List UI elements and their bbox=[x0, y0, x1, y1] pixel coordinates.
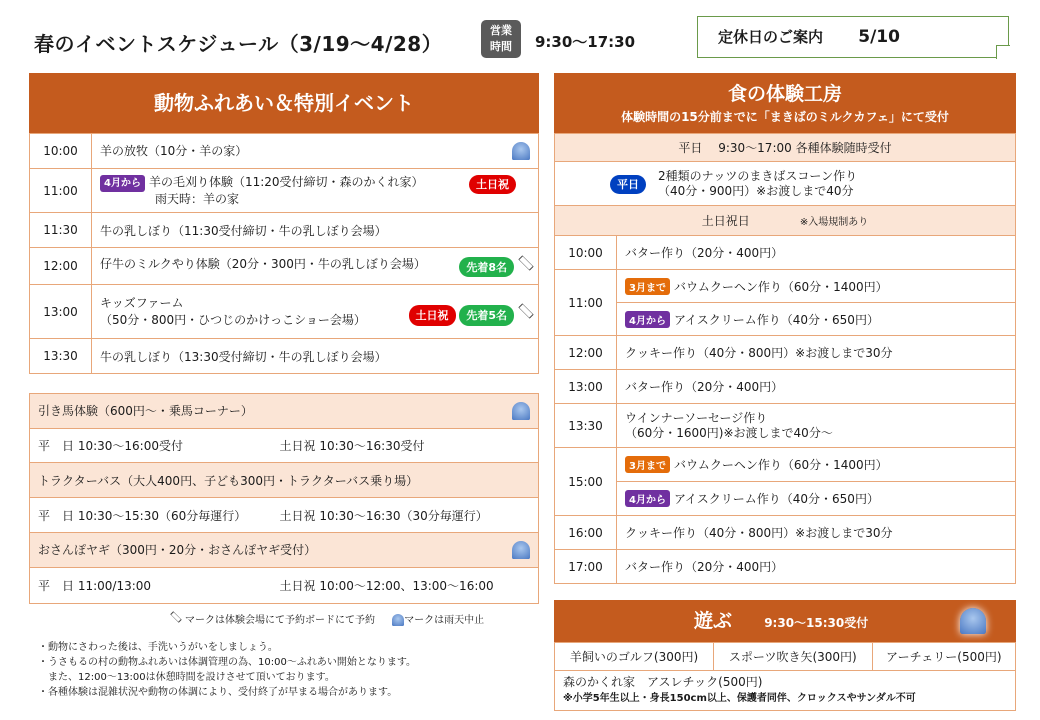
from-april-tag: 4月から bbox=[100, 175, 145, 192]
umbrella-icon bbox=[392, 614, 404, 626]
play-items-row bbox=[555, 643, 1016, 671]
table-row bbox=[30, 248, 539, 285]
time-cell: 13:00 bbox=[30, 285, 92, 339]
play-heading-text: 遊ぶ bbox=[694, 610, 733, 632]
play-section-heading bbox=[554, 600, 1016, 642]
food-section-heading bbox=[554, 73, 1016, 133]
pencil-icon bbox=[518, 303, 533, 318]
table-row bbox=[555, 370, 1016, 404]
event-text: クッキー作り（40分・800円）※お渡しまで30分 bbox=[617, 516, 1016, 550]
event-text: バウムクーヘン作り（60分・1400円） bbox=[673, 458, 888, 472]
note-line: ・うさもるの村の動物ふれあいは体調管理の為、10:00〜ふれあい開始となります。 bbox=[38, 657, 417, 668]
pencil-icon bbox=[170, 611, 181, 622]
page-title: 春のイベントスケジュール（3/19〜4/28） bbox=[34, 32, 443, 56]
weekday-pill: 平日 bbox=[610, 175, 646, 194]
time-cell: 12:00 bbox=[30, 248, 92, 285]
note-line: また、12:00〜13:00は休憩時間を設けさせて頂いております。 bbox=[38, 672, 335, 683]
event-text: 牛の乳しぼり（13:30受付締切・牛の乳しぼり会場） bbox=[92, 339, 539, 374]
event-text: 仔牛のミルクやり体験（20分・300円・牛の乳しぼり会場） bbox=[100, 257, 426, 271]
event-text: クッキー作り（40分・800円）※お渡しまで30分 bbox=[617, 336, 1016, 370]
table-row bbox=[555, 516, 1016, 550]
table-row bbox=[555, 270, 1016, 303]
event-subtext: （60分・1600円)※お渡しまで40分〜 bbox=[625, 425, 833, 440]
event-text: バター作り（20分・400円） bbox=[617, 550, 1016, 584]
event-text: キッズファーム bbox=[100, 295, 184, 310]
time-cell: 11:00 bbox=[555, 270, 617, 336]
umbrella-icon bbox=[512, 541, 530, 559]
table-row bbox=[555, 550, 1016, 584]
weekday-item-detail: （40分・900円）※お渡しまで40分 bbox=[658, 183, 854, 198]
time-cell: 10:00 bbox=[555, 236, 617, 270]
time-cell: 13:30 bbox=[30, 339, 92, 374]
holiday-pill: 土日祝 bbox=[469, 175, 516, 194]
event-text: 牛の乳しぼり（11:30受付締切・牛の乳しぼり会場） bbox=[92, 213, 539, 248]
closed-day-date: 5/10 bbox=[858, 27, 900, 47]
food-schedule-table bbox=[554, 133, 1016, 584]
ride-title-row bbox=[30, 533, 539, 568]
ride-title: おさんぽヤギ（300円・20分・おさんぽヤギ受付） bbox=[38, 543, 317, 557]
table-row bbox=[555, 303, 1016, 336]
weekday-hours: 平 日 11:00/13:00 bbox=[30, 568, 280, 604]
page-fold-icon bbox=[996, 45, 1010, 59]
event-subtext: （50分・800円・ひつじのかけっこショー会場） bbox=[100, 312, 366, 327]
table-row bbox=[555, 448, 1016, 482]
athletic-text: 森のかくれ家 アスレチック(500円) bbox=[563, 675, 763, 689]
until-march-tag: 3月まで bbox=[625, 456, 670, 473]
rides-table bbox=[29, 393, 539, 604]
play-hours: 9:30〜15:30受付 bbox=[764, 616, 869, 630]
ride-title-row bbox=[30, 463, 539, 498]
event-text: 羊の毛刈り体験（11:20受付締切・森のかくれ家） bbox=[148, 174, 424, 189]
table-row bbox=[555, 482, 1016, 516]
table-row bbox=[555, 404, 1016, 448]
weekday-hours: 平 日 10:30〜15:30（60分毎運行） bbox=[30, 498, 280, 533]
athletic-note: ※小学5年生以上・身長150cm以上、保護者同伴、クロックスやサンダル不可 bbox=[563, 693, 916, 704]
weekday-hours: 平 日 10:30〜16:00受付 bbox=[30, 429, 280, 463]
event-text: バウムクーヘン作り（60分・1400円） bbox=[673, 279, 888, 294]
time-cell: 15:00 bbox=[555, 448, 617, 516]
weekday-label: 平日 9:30〜17:00 各種体験随時受付 bbox=[555, 134, 1016, 162]
table-row bbox=[555, 236, 1016, 270]
ride-hours-row bbox=[30, 568, 539, 604]
first-come-pill: 先着8名 bbox=[459, 257, 514, 277]
from-april-tag: 4月から bbox=[625, 311, 670, 328]
animal-section-heading bbox=[29, 73, 539, 133]
until-march-tag: 3月まで bbox=[625, 278, 670, 295]
note-line: ・動物にさわった後は、手洗いうがいをしましょう。 bbox=[38, 642, 278, 653]
time-cell: 11:00 bbox=[30, 169, 92, 213]
animal-schedule-table bbox=[29, 133, 539, 374]
weekday-band bbox=[555, 134, 1016, 162]
umbrella-icon bbox=[960, 608, 986, 634]
animal-heading-text: 動物ふれあい＆特別イベント bbox=[154, 91, 414, 115]
time-cell: 10:00 bbox=[30, 134, 92, 169]
table-row bbox=[30, 339, 539, 374]
holiday-pill: 土日祝 bbox=[409, 305, 456, 326]
note-line: ・各種体験は混雑状況や動物の体調により、受付終了が早まる場合があります。 bbox=[38, 687, 398, 698]
umbrella-icon bbox=[512, 142, 530, 160]
play-item: 羊飼いのゴルフ(300円) bbox=[555, 643, 714, 671]
table-row bbox=[30, 285, 539, 339]
hours-badge: 営業 時間 bbox=[481, 20, 521, 58]
umbrella-icon bbox=[512, 402, 530, 420]
play-item: スポーツ吹き矢(300円) bbox=[714, 643, 872, 671]
ride-title: トラクターバス（大人400円、子ども300円・トラクターバス乗り場） bbox=[30, 463, 539, 498]
ride-hours-row bbox=[30, 498, 539, 533]
notes bbox=[38, 640, 416, 700]
table-row bbox=[30, 213, 539, 248]
play-table bbox=[554, 642, 1016, 711]
weekday-item: 2種類のナッツのまきばスコーン作り bbox=[658, 168, 858, 183]
time-cell: 11:30 bbox=[30, 213, 92, 248]
time-cell: 16:00 bbox=[555, 516, 617, 550]
from-april-tag: 4月から bbox=[625, 490, 670, 507]
closed-day-box bbox=[697, 16, 1009, 58]
food-subheading: 体験時間の15分前までに「まきばのミルクカフェ」にて受付 bbox=[621, 110, 949, 124]
holiday-hours: 土日祝 10:30〜16:30受付 bbox=[280, 429, 539, 463]
first-come-pill: 先着5名 bbox=[459, 305, 514, 326]
event-text: バター作り（20分・400円） bbox=[617, 370, 1016, 404]
ride-title: 引き馬体験（600円〜・乗馬コーナー） bbox=[38, 404, 253, 418]
ride-title-row bbox=[30, 394, 539, 429]
holiday-band bbox=[555, 206, 1016, 236]
holiday-label: 土日祝日 bbox=[701, 214, 750, 228]
event-text: ウインナーソーセージ作り bbox=[625, 410, 768, 425]
holiday-hours: 土日祝 10:30〜16:30（30分毎運行） bbox=[280, 498, 539, 533]
legend-rain: マークは雨天中止 bbox=[404, 615, 485, 626]
legend bbox=[170, 611, 484, 626]
opening-hours: 9:30〜17:30 bbox=[535, 33, 636, 51]
holiday-note: ※入場規制あり bbox=[799, 217, 869, 228]
table-row bbox=[555, 336, 1016, 370]
legend-booking: マークは体験会場にて予約ボードにて予約 bbox=[185, 615, 375, 626]
weekday-item-row bbox=[555, 162, 1016, 206]
time-cell: 12:00 bbox=[555, 336, 617, 370]
event-text: アイスクリーム作り（40分・650円） bbox=[673, 492, 879, 506]
table-row bbox=[30, 134, 539, 169]
time-cell: 13:30 bbox=[555, 404, 617, 448]
event-text: 羊の放牧（10分・羊の家） bbox=[100, 144, 248, 158]
event-subtext: 雨天時：羊の家 bbox=[155, 191, 240, 206]
table-row bbox=[30, 169, 539, 213]
event-text: バター作り（20分・400円） bbox=[617, 236, 1016, 270]
event-text: アイスクリーム作り（40分・650円） bbox=[673, 312, 879, 327]
holiday-hours: 土日祝 10:00〜12:00、13:00〜16:00 bbox=[280, 568, 539, 604]
closed-day-label: 定休日のご案内 bbox=[718, 28, 824, 46]
athletic-row bbox=[555, 671, 1016, 711]
pencil-icon bbox=[518, 255, 533, 270]
food-heading-text: 食の体験工房 bbox=[727, 83, 842, 105]
ride-hours-row bbox=[30, 429, 539, 463]
time-cell: 13:00 bbox=[555, 370, 617, 404]
play-item: アーチェリー(500円) bbox=[872, 643, 1015, 671]
time-cell: 17:00 bbox=[555, 550, 617, 584]
